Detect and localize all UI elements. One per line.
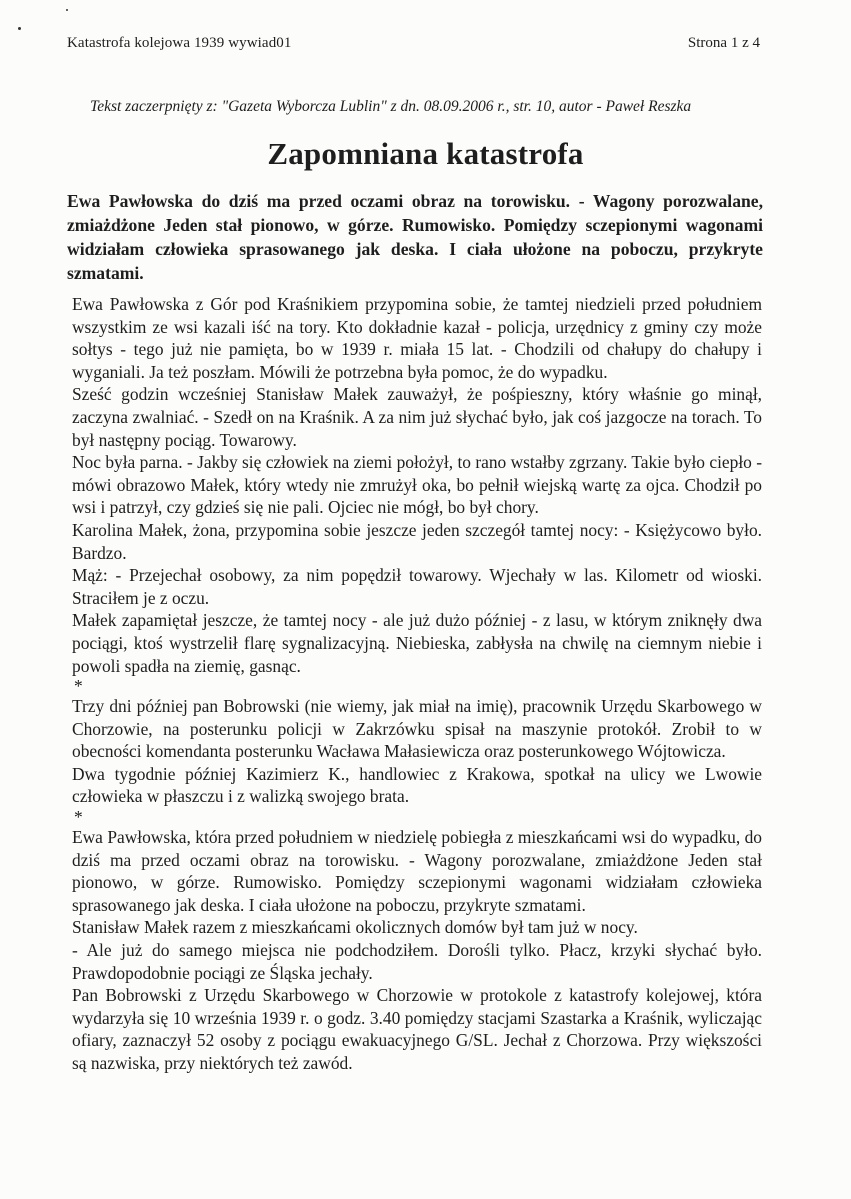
paragraph: Małek zapamiętał jeszcze, że tamtej nocy - ale już dużo później - z lasu, w którym zniknęły dwa pociągi, ktoś wystrzelił flarę sygnalizacyjną. Niebieska, zabłysła na chwilę na ciemnym niebie i powoli spadła na ziemię, gasnąc. bbox=[72, 610, 762, 676]
article-lead: Ewa Pawłowska do dziś ma przed oczami obraz na torowisku. - Wagony porozwalane, zmiażdżone Jeden stał pionowo, w górze. Rumowisko. Pomiędzy sczepionymi wagonami widziałam człowieka sprasowanego jak deska. I ciała ułożone na poboczu, przykryte szmatami. bbox=[67, 191, 763, 283]
scan-speck bbox=[66, 9, 68, 11]
paragraph: Pan Bobrowski z Urzędu Skarbowego w Chorzowie w protokole z katastrofy kolejowej, która wydarzyła się 10 września 1939 r. o godz. 3.40 pomiędzy stacjami Szastarka a Kraśnik, wyliczając ofiary, zaznaczył 52 osoby z pociągu ewakuacyjnego G/SL. Jechał z Chorzowa. Przy większości są nazwiska, przy niektórych też zawód. bbox=[72, 985, 762, 1073]
paragraph: Ewa Pawłowska, która przed południem w niedzielę pobiegła z mieszkańcami wsi do wypadku, do dziś ma przed oczami obraz na torowisku. - Wagony porozwalane, zmiażdżone Jeden stał pionowo, w górze. Rumowisko. Pomiędzy sczepionymi wagonami widziałam człowieka sprasowanego jak deska. I ciała ułożone na poboczu, przykryte szmatami. bbox=[72, 827, 762, 915]
section-separator: * bbox=[74, 807, 83, 828]
paragraph: Stanisław Małek razem z mieszkańcami okolicznych domów był tam już w nocy. bbox=[72, 917, 638, 938]
paragraph: Ewa Pawłowska z Gór pod Kraśnikiem przypomina sobie, że tamtej niedzieli przed południem wszystkim ze wsi kazali iść na tory. Kto dokładnie kazał - policja, urzędnicy z gminy czy może sołtys - tego już nie pamięta, bo w 1939 r. miała 15 lat. - Chodzili od chałupy do chałupy i wyganiali. Ja też poszłam. Mówili że potrzebna była pomoc, że do wypadku. bbox=[72, 294, 762, 382]
paragraph: Mąż: - Przejechał osobowy, za nim popędził towarowy. Wjechały w las. Kilometr od wioski. Straciłem je z oczu. bbox=[72, 565, 762, 608]
paragraph: Sześć godzin wcześniej Stanisław Małek zauważył, że pośpieszny, który właśnie go minął, zaczyna zwalniać. - Szedł on na Kraśnik. A za nim już słychać było, jak coś jazgocze na torach. To był następny pociąg. Towarowy. bbox=[72, 384, 762, 450]
paragraph: Karolina Małek, żona, przypomina sobie jeszcze jeden szczegół tamtej nocy: - Księżycowo było. Bardzo. bbox=[72, 519, 762, 563]
paragraph: Trzy dni później pan Bobrowski (nie wiemy, jak miał na imię), pracownik Urzędu Skarbowego w Chorzowie, na posterunku policji w Zakrzówku spisał na maszynie protokół. Zrobił to w obecności komendanta posterunku Wacława Małasiewicza oraz posterunkowego Wójtowicza. bbox=[72, 696, 762, 762]
article-title: Zapomniana katastrofa bbox=[267, 136, 584, 171]
paragraph: - Ale już do samego miejsca nie podchodziłem. Dorośli tylko. Płacz, krzyki słychać było. Prawdopodobnie pociągi ze Śląska jechały. bbox=[72, 940, 762, 983]
paragraph: Dwa tygodnie później Kazimierz K., handlowiec z Krakowa, spotkał na ulicy we Lwowie człowieka w płaszczu i z walizką swojego brata. bbox=[72, 763, 762, 807]
section-separator: * bbox=[74, 676, 83, 697]
scan-speck bbox=[18, 27, 21, 30]
article-body bbox=[72, 293, 762, 1075]
source-note: Tekst zaczerpnięty z: "Gazeta Wyborcza Lublin" z dn. 08.09.2006 r., str. 10, autor - Paweł Reszka bbox=[90, 98, 692, 115]
paragraph: Noc była parna. - Jakby się człowiek na ziemi położył, to rano wstałby zgrzany. Takie było ciepło - mówi obrazowo Małek, który wtedy nie zmrużył oka, bo pełnił wiejską wartę za ojca. Chodził po wsi i patrzył, czy gdzieś się nie pali. Ojciec nie mógł, bo był chory. bbox=[72, 452, 762, 518]
document-title: Katastrofa kolejowa 1939 wywiad01 bbox=[67, 35, 292, 51]
page-number: Strona 1 z 4 bbox=[687, 35, 760, 51]
